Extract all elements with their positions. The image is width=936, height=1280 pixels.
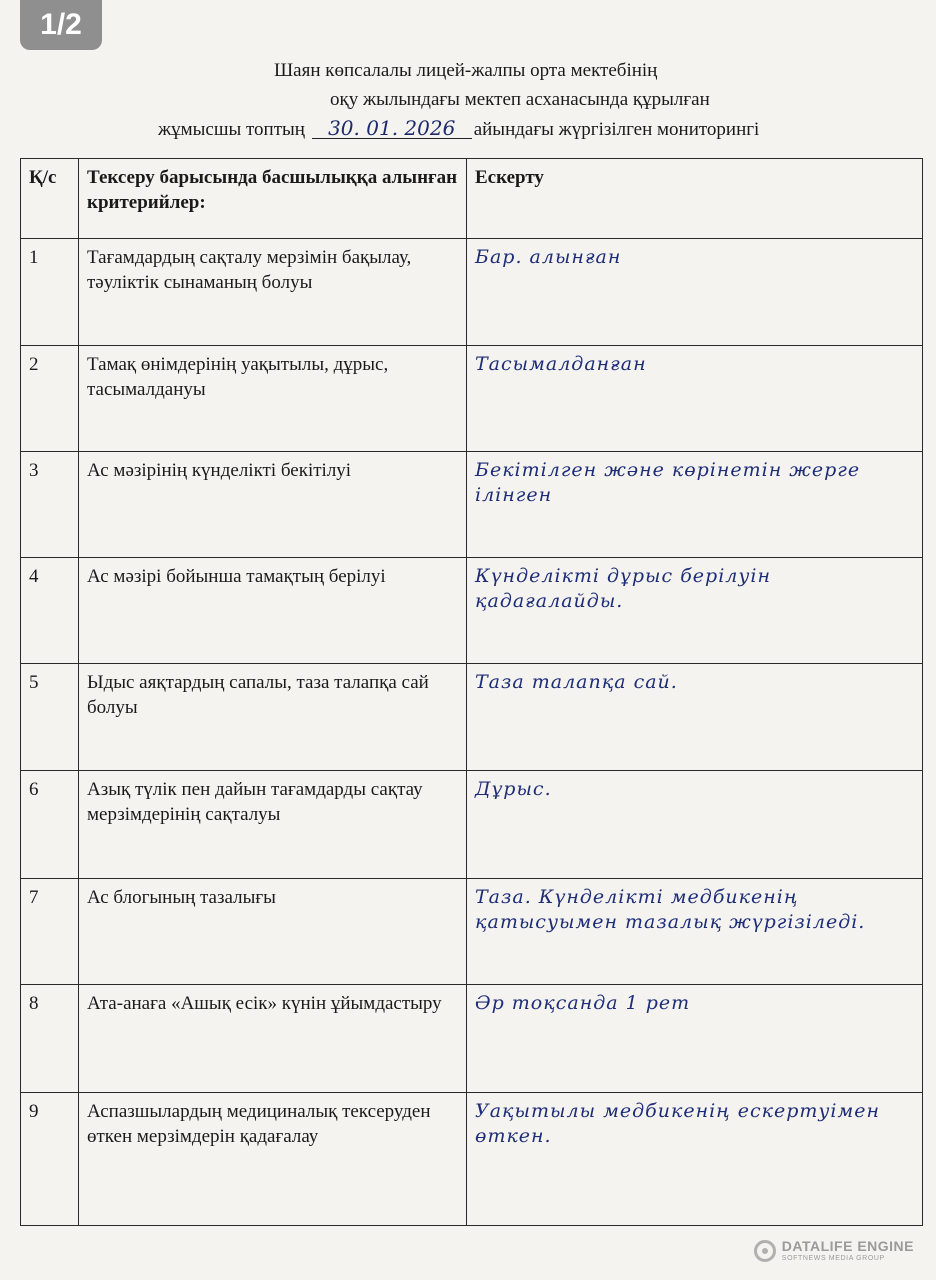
header-line-1: Шаян көпсалалы лицей-жалпы орта мектебінің — [274, 60, 658, 81]
row-criteria: Ас мәзірі бойынша тамақтың берілуі — [79, 558, 467, 664]
row-num: 3 — [21, 452, 79, 558]
row-note-handwritten: Бар. алынған — [467, 239, 923, 346]
header-num: Қ/с — [21, 159, 79, 239]
table-row — [21, 346, 923, 452]
row-num: 8 — [21, 985, 79, 1093]
page-counter-badge: 1/2 — [20, 0, 102, 50]
table-row — [21, 239, 923, 346]
row-num: 7 — [21, 879, 79, 985]
row-criteria: Азық түлік пен дайын тағамдарды сақтау мерзімдерінің сақталуы — [79, 771, 467, 879]
table-header-row — [21, 159, 923, 239]
row-num: 9 — [21, 1093, 79, 1226]
datalife-logo-icon — [754, 1240, 776, 1262]
row-note-handwritten: Бекітілген және көрінетін жерге ілінген — [467, 452, 923, 558]
row-criteria: Ата-анаға «Ашық есік» күнін ұйымдастыру — [79, 985, 467, 1093]
header-note: Ескерту — [467, 159, 923, 239]
header-line-3 — [158, 118, 759, 141]
table-row — [21, 985, 923, 1093]
row-num: 6 — [21, 771, 79, 879]
table-row — [21, 664, 923, 771]
header-line-3-suffix: айындағы жүргізілген мониторингі — [473, 119, 760, 140]
table-row — [21, 452, 923, 558]
row-note-handwritten: Тасымалданған — [467, 346, 923, 452]
table-row — [21, 1093, 923, 1226]
row-num: 2 — [21, 346, 79, 452]
table-row — [21, 558, 923, 664]
row-criteria: Ас мәзірінің күнделікті бекітілуі — [79, 452, 467, 558]
watermark-main-text: DATALIFE ENGINE — [781, 1238, 914, 1254]
row-note-handwritten: Күнделікті дұрыс берілуін қадағалайды. — [467, 558, 923, 664]
row-criteria: Ыдыс аяқтардың сапалы, таза талапқа сай болуы — [79, 664, 467, 771]
monitoring-table — [20, 158, 923, 1226]
table-row — [21, 879, 923, 985]
row-criteria: Тамақ өнімдерінің уақытылы, дұрыс, тасымалдануы — [79, 346, 467, 452]
row-note-handwritten: Таза талапқа сай. — [467, 664, 923, 771]
row-note-handwritten: Таза. Күнделікті медбикенің қатысуымен тазалық жүргізіледі. — [467, 879, 923, 985]
row-num: 1 — [21, 239, 79, 346]
row-criteria: Тағамдардың сақталу мерзімін бақылау, тәуліктік сынаманың болуы — [79, 239, 467, 346]
header-criteria: Тексеру барысында басшылыққа алынған критерийлер: — [79, 159, 467, 239]
row-num: 5 — [21, 664, 79, 771]
row-criteria: Аспазшылардың медициналық тексеруден өткен мерзімдерін қадағалау — [79, 1093, 467, 1226]
row-note-handwritten: Уақытылы медбикенің ескертуімен өткен. — [467, 1093, 923, 1226]
table-row — [21, 771, 923, 879]
row-note-handwritten: Дұрыс. — [467, 771, 923, 879]
row-criteria: Ас блогының тазалығы — [79, 879, 467, 985]
header-line-2: оқу жылындағы мектеп асханасында құрылған — [330, 89, 710, 110]
watermark — [754, 1239, 914, 1262]
row-note-handwritten: Әр тоқсанда 1 рет — [467, 985, 923, 1093]
row-num: 4 — [21, 558, 79, 664]
watermark-sub-text: SOFTNEWS MEDIA GROUP — [781, 1255, 885, 1262]
header-line-3-prefix: жұмысшы топтың — [158, 119, 305, 140]
monitoring-date: 30. 01. 2026 — [312, 118, 472, 139]
